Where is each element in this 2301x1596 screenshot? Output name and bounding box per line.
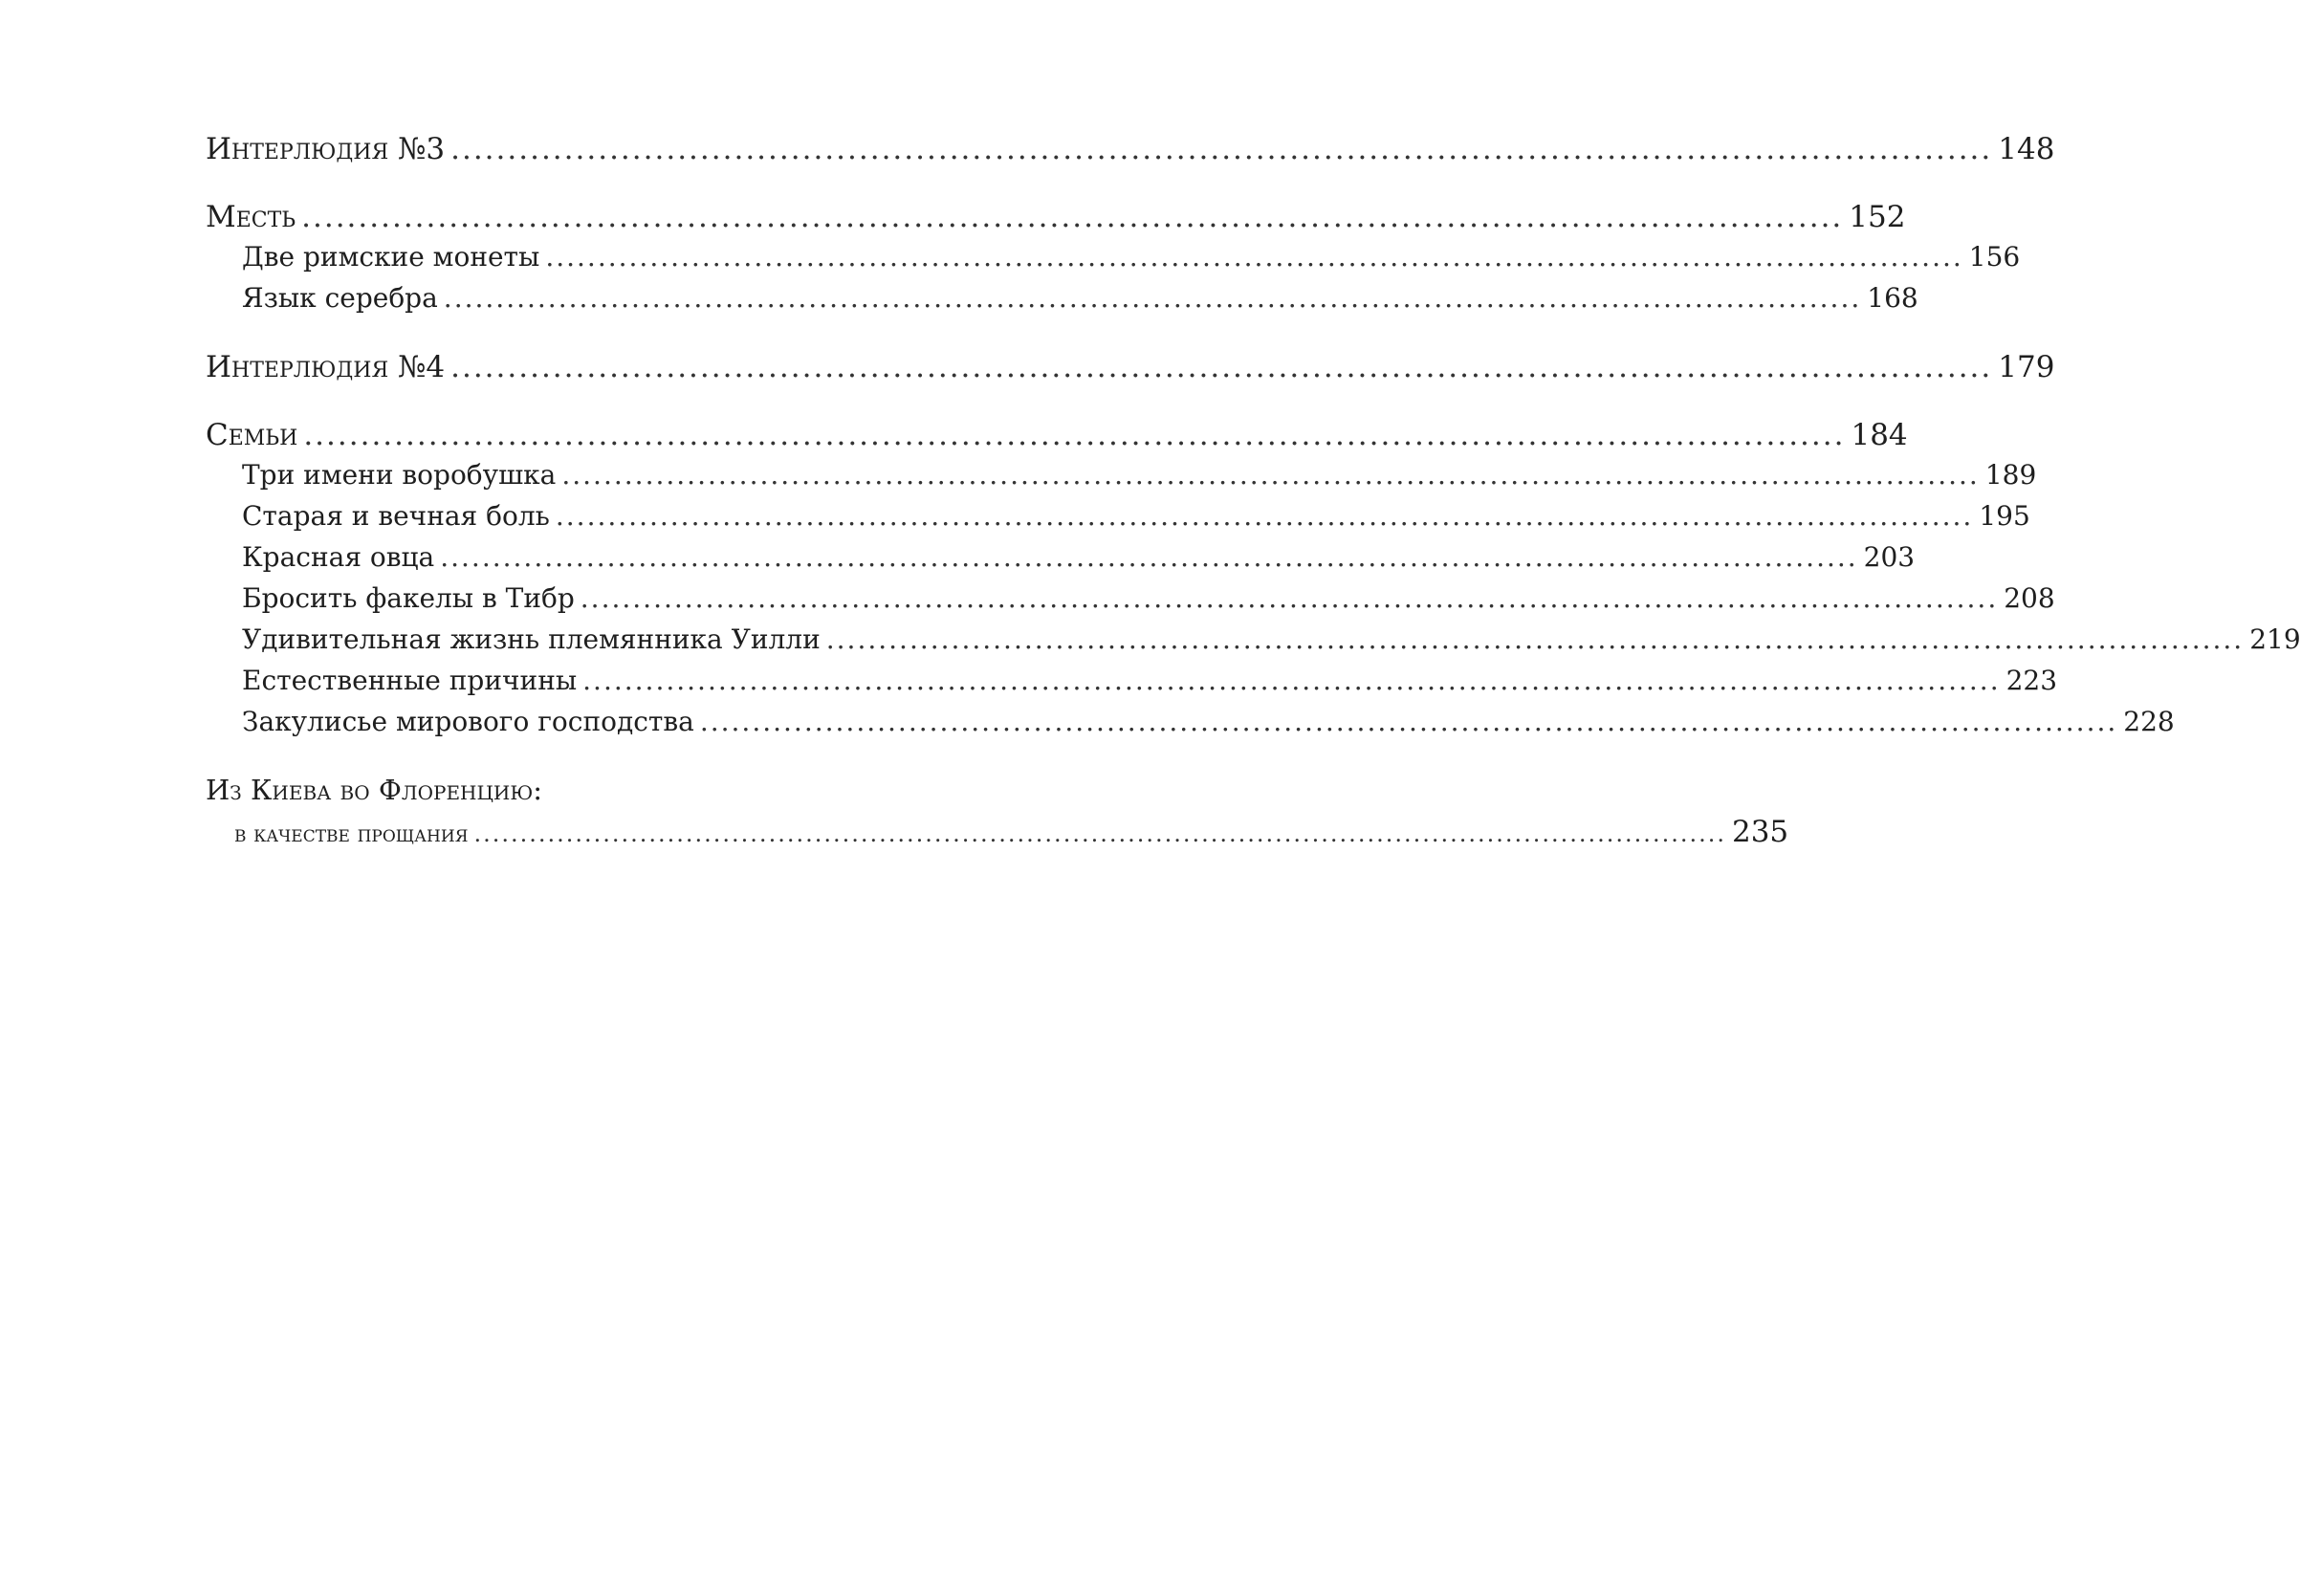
toc-entry-farewell[interactable] xyxy=(206,815,1789,856)
toc-entry-nephew-willie[interactable] xyxy=(206,623,2301,665)
toc-entry-page: 148 xyxy=(1998,132,2055,166)
toc-entry-title: Естественные причины xyxy=(242,665,578,696)
dot-leader: ........................................................................................................................................ xyxy=(825,623,2245,655)
toc-entry-title: Красная овца xyxy=(242,541,435,573)
dot-leader: ........................................................................................................................................ xyxy=(301,200,1844,234)
toc-entry-title: Месть xyxy=(206,200,296,234)
toc-entry-old-eternal-pain[interactable] xyxy=(206,500,2030,541)
toc-entry-title: Бросить факелы в Тибр xyxy=(242,582,575,614)
toc-entry-title: Две римские монеты xyxy=(242,241,540,273)
toc-entry-title: Старая и вечная боль xyxy=(242,500,550,532)
toc-entry-page: 223 xyxy=(2005,665,2058,696)
toc-entry-revenge[interactable] xyxy=(206,200,1906,241)
toc-entry-behind-world-domination[interactable] xyxy=(206,706,2175,747)
toc-entry-title: Удивительная жизнь племянника Уилли xyxy=(242,623,821,655)
toc-entry-title: Интерлюдия №4 xyxy=(206,350,446,384)
dot-leader: ........................................................................................................................................ xyxy=(450,350,1993,384)
toc-entry-page: 152 xyxy=(1849,200,1906,234)
toc-entry-title: в качестве прощания xyxy=(234,820,469,847)
dot-leader: ........................................................................................................................................ xyxy=(473,820,1726,847)
toc-entry-page: 179 xyxy=(1998,350,2055,384)
dot-leader: ........................................................................................................................................ xyxy=(561,459,1980,491)
toc-entry-page: 156 xyxy=(1968,241,2021,273)
toc-entry-title: Семьи xyxy=(206,418,298,452)
toc-entry-families[interactable] xyxy=(206,418,1908,459)
toc-entry-torches-into-tiber[interactable] xyxy=(206,582,2055,623)
dot-leader: ........................................................................................................................................ xyxy=(582,665,2001,696)
toc-entry-language-of-silver[interactable] xyxy=(206,282,1918,323)
toc-entry-page: 189 xyxy=(1984,459,2037,491)
toc-entry-interlude-4[interactable] xyxy=(206,350,2055,391)
toc-entry-page: 203 xyxy=(1863,541,1916,573)
dot-leader: ........................................................................................................................................ xyxy=(555,500,1974,532)
toc-entry-title: Язык серебра xyxy=(242,282,438,314)
dot-leader: ........................................................................................................................................ xyxy=(545,241,1963,273)
toc-entry-red-sheep[interactable] xyxy=(206,541,1916,582)
dot-leader: ........................................................................................................................................ xyxy=(443,282,1862,314)
toc-entry-page: 228 xyxy=(2123,706,2175,737)
toc-entry-three-names-of-sparrow[interactable] xyxy=(206,459,2037,500)
dot-leader: ........................................................................................................................................ xyxy=(580,582,1999,614)
dot-leader: ........................................................................................................................................ xyxy=(440,541,1858,573)
toc-entry-natural-causes[interactable] xyxy=(206,665,2058,706)
dot-leader: ........................................................................................................................................ xyxy=(450,132,1993,166)
toc-entry-two-roman-coins[interactable] xyxy=(206,241,2021,282)
toc-entry-page: 168 xyxy=(1867,282,1918,314)
dot-leader: ........................................................................................................................................ xyxy=(303,418,1846,452)
toc-entry-kyiv-to-florence[interactable] xyxy=(206,774,911,815)
dot-leader: ........................................................................................................................................ xyxy=(699,706,2118,737)
toc-entry-page: 195 xyxy=(1979,500,2030,532)
toc-entry-page: 208 xyxy=(2004,582,2055,614)
toc-entry-title: Три имени воробушка xyxy=(242,459,557,491)
toc-entry-page: 219 xyxy=(2249,623,2301,655)
toc-entry-page: 235 xyxy=(1731,815,1789,849)
toc-entry-title: Из Киева во Флоренцию: xyxy=(206,774,543,806)
toc-entry-title: Интерлюдия №3 xyxy=(206,132,446,166)
toc-entry-page: 184 xyxy=(1851,418,1908,452)
table-of-contents xyxy=(206,132,2301,856)
toc-entry-title: Закулисье мирового господства xyxy=(242,706,694,737)
toc-entry-interlude-3[interactable] xyxy=(206,132,2055,173)
